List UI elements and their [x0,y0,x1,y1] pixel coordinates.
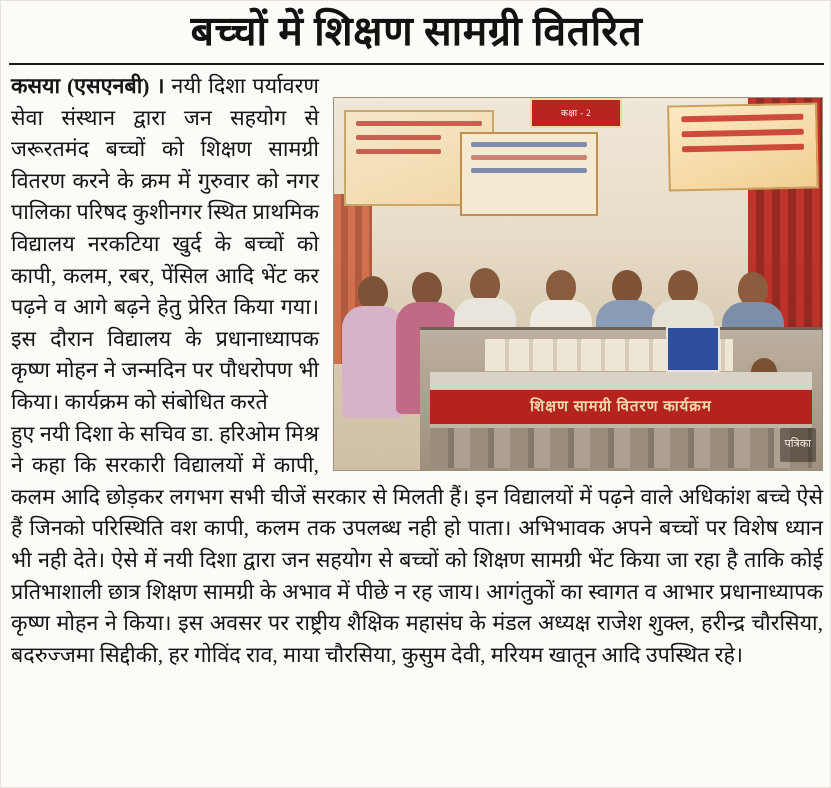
photo-wall-poster-right [667,102,819,191]
photo-school-bag [666,326,720,372]
poster-line [682,144,804,153]
photo-person-head [668,270,698,304]
photo-event-banner-text: शिक्षण सामग्री वितरण कार्यक्रम [530,399,712,415]
article-body [11,71,823,671]
poster-line [356,135,441,140]
poster-line [471,168,587,173]
photo-wall-poster-middle [460,132,598,216]
photo-person-head [612,270,642,304]
poster-line [681,114,803,123]
photo-credit: पत्रिका [780,428,816,462]
photo-event-banner-band [430,390,812,424]
photo-event-banner [430,372,812,468]
photo-person-head [412,272,442,306]
poster-line [471,155,587,160]
photo-person [342,276,404,418]
headline-divider [9,63,824,65]
poster-line [471,142,587,147]
photo-person-body [342,306,404,418]
headline-container [1,7,831,55]
photo-person-head [470,268,500,302]
article-photo [333,97,823,471]
photo-classroom-sign [530,98,622,128]
article-paragraph-first-text: नयी दिशा पर्यावरण सेवा संस्थान द्वारा जन सहयोग से जरूरतमंद बच्चों को शिक्षण सामग्री वितरण करने के क्रम में गुरुवार को नगर पालिका परिषद कुशीनगर स्थित प्राथमिक विद्यालय नरकटिया खुर्द के बच्चों को कापी, कलम, रबर, पेंसिल आदि भेंट कर पढ़ने व आगे बढ़ने हेतु प्रेरित किया गया। इस दौरान विद्यालय के प्रधानाध्यापक कृष्ण मोहन ने जन्मदिन पर पौधरोपण भी किया। कार्यक्रम को संबोधित करते [11,74,319,414]
photo-person-head [738,272,768,306]
poster-line [356,121,482,126]
article-dateline: कसया (एसएनबी) । [11,74,165,98]
photo-classroom-sign-label: कक्षा - 2 [560,108,592,118]
photo-person-head [358,276,388,310]
poster-line [682,129,804,138]
article-paragraph-rest: हुए नयी दिशा के सचिव डा. हरिओम मिश्र ने कहा कि सरकारी विद्यालयों में कापी, कलम आदि छोड़कर लगभग सभी चीजें सरकार से मिलती हैं। इन विद्यालयों में पढ़ने वाले अधिकांश बच्चे ऐसे हैं जिनको परिस्थिति वश कापी, कलम तक उपलब्ध नही हो पाता। अभिभावक अपने बच्चों पर विशेष ध्यान भी नही देते। ऐसे में नयी दिशा द्वारा जन सहयोग से बच्चों को शिक्षण सामग्री भेंट किया जा रहा है ताकि कोई प्रतिभाशाली छात्र शिक्षण सामग्री के अभाव में पीछे न रह जाय। आगंतुकों का स्वागत व आभार प्रधानाध्यापक कृष्ण मोहन ने किया। इस अवसर पर राष्ट्रीय शैक्षिक महासंघ के मंडल अध्यक्ष राजेश शुक्ल, हरीन्द्र चौरसिया, बदरुज्जमा सिद्दीकी, हर गोविंद राव, माया चौरसिया, कुसुम देवी, मरियम खातून आदि उपस्थित रहे। [11,421,823,667]
page-title: बच्चों में शिक्षण सामग्री वितरित [190,8,643,54]
photo-person-head [546,270,576,304]
poster-line [356,149,441,154]
photo-banner-photo-strip [430,428,812,468]
